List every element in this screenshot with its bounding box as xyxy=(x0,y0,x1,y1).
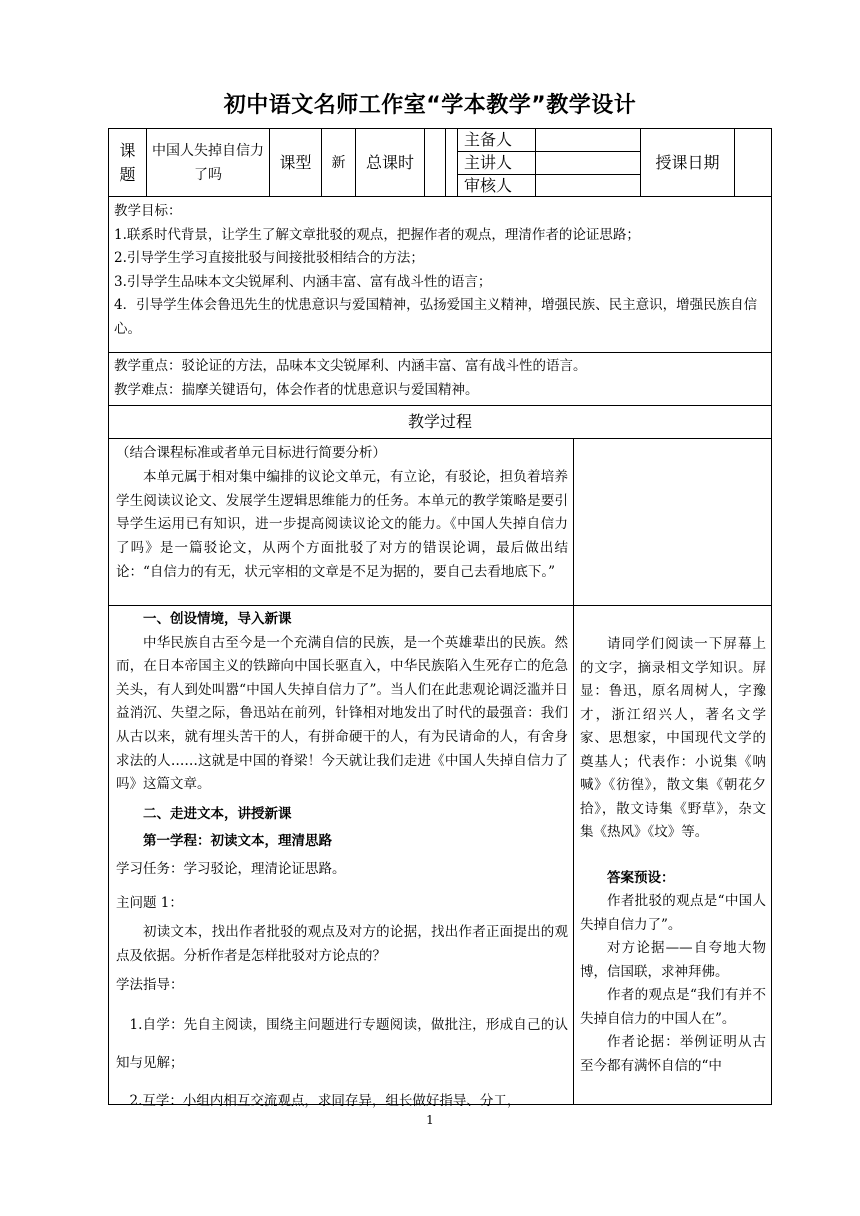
date-value xyxy=(735,129,771,196)
question-1-label: 主问题 1： xyxy=(116,894,183,911)
answer-item: 对方论据——自夸地大物博，信国联，求神拜佛。 xyxy=(580,940,766,980)
teaching-key-points: 教学重点：驳论证的方法，品味本文尖锐犀利、内涵丰富、富有战斗性的语言。 xyxy=(114,358,587,374)
role-preparer: 主备人 xyxy=(464,130,513,149)
objective-item: 2.引导学生学习直接批驳与间接批驳相结合的方法； xyxy=(114,250,424,267)
method-self-study: 1.自学：先自主阅读，围绕主问题进行专题阅读，做批注，形成自己的认知与见解； xyxy=(116,1016,568,1071)
objective-item: 4．引导学生体会鲁迅先生的忧患意识与爱国精神，弘扬爱国主义精神，增强民族、民主意识，增强民族自信心。 xyxy=(114,297,758,337)
answer-title: 答案预设： xyxy=(607,869,675,886)
analysis-body: 本单元属于相对集中编排的议论文单元，有立论，有驳论，担负着培养学生阅读议论文、发展学生逻辑思维能力的任务。本单元的教学策略是要引导学生运用已有知识，进一步提高阅读议论文的能力。《中国人失掉自信力了吗》是一篇驳论文，从两个方面批驳了对方的错误论调，最后做出结论：“自信力的有无，状元宰相的文章是不足为据的，要自己去看地底下。” xyxy=(116,468,568,580)
lesson-title-text: 中国人失掉自信力了吗 xyxy=(152,142,264,183)
sidebar-notes xyxy=(580,633,766,1078)
analysis-hint: （结合课程标准或者单元目标进行简要分析） xyxy=(116,445,386,461)
role-lecturer: 主讲人 xyxy=(464,153,513,172)
method-label: 学法指导： xyxy=(116,977,184,994)
answer-item: 作者的观点是“我们有并不失掉自信力的中国人在”。 xyxy=(580,987,766,1027)
answer-item: 作者批驳的观点是“中国人失掉自信力了”。 xyxy=(580,893,766,933)
objective-item: 1.联系时代背景，让学生了解文章批驳的观点，把握作者的观点，理清作者的论证思路； xyxy=(114,226,640,243)
date-label: 授课日期 xyxy=(655,152,720,172)
document-title: 初中语文名师工作室“学本教学”教学设计 xyxy=(223,93,637,118)
objectives-heading: 教学目标： xyxy=(114,203,182,219)
process-section xyxy=(116,608,568,1120)
analysis-section xyxy=(116,442,568,585)
type-value: 新 xyxy=(331,154,346,171)
section-1-body: 中华民族自古至今是一个充满自信的民族，是一个英雄辈出的民族。然而，在日本帝国主义的铁蹄向中国长驱直入，中华民族陷入生死存亡的危急关头，有人到处叫嚣“中国人失掉自信力了”。当人们在此悲观论调泛滥并日益消沉、失望之际，鲁迅站在前列，针锋相对地发出了时代的最强音：我们从古以来，就有埋头苦干的人，有拼命硬干的人，有为民请命的人，有舍身求法的人……这就是中国的脊梁！今天就让我们走进《中国人失掉自信力了吗》这篇文章。 xyxy=(116,634,568,793)
focus-section xyxy=(114,355,764,402)
total-hours-label: 总课时 xyxy=(365,152,414,172)
section-2-title: 二、走进文本，讲授新课 xyxy=(143,805,292,822)
objective-item: 3.引导学生品味本文尖锐犀利、内涵丰富、富有战斗性的语言； xyxy=(114,273,492,290)
objectives-section xyxy=(114,200,764,342)
section-1-title: 一、创设情境，导入新课 xyxy=(143,611,292,627)
page-number: 1 xyxy=(426,1113,434,1127)
lesson-label xyxy=(109,129,146,196)
role-reviewer: 审核人 xyxy=(464,176,513,195)
method-peer-study: 2.互学：小组内相互交流观点，求同存异，组长做好指导、分工， xyxy=(129,1092,521,1109)
answer-item: 作者论据：举例证明从古至今都有满怀自信的“中 xyxy=(580,1034,766,1074)
sidebar-intro: 请同学们阅读一下屏幕上的文字，摘录相文学知识。屏显：鲁迅，原名周树人，字豫才，浙江绍兴人，著名文学家、思想家，中国现代文学的奠基人；代表作：小说集《呐喊》《彷徨》，散文集《朝花夕拾》，散文诗集《野草》，杂文集《热风》《坟》等。 xyxy=(580,636,766,840)
step-1-title: 第一学程：初读文本，理清思路 xyxy=(143,833,332,850)
lesson-title xyxy=(147,129,269,196)
process-heading: 教学过程 xyxy=(407,412,472,431)
type-label: 课型 xyxy=(279,152,312,172)
learning-task: 学习任务：学习驳论，理清论证思路。 xyxy=(116,860,346,877)
question-1-body: 初读文本，找出作者批驳的观点及对方的论据，找出作者正面提出的观点及依据。分析作者是怎样批驳对方论点的？ xyxy=(116,924,568,964)
lesson-label-text: 课题 xyxy=(119,140,136,184)
total-hours-value xyxy=(425,129,445,196)
teaching-difficulties: 教学难点：揣摩关键语句，体会作者的忧患意识与爱国精神。 xyxy=(114,381,479,398)
